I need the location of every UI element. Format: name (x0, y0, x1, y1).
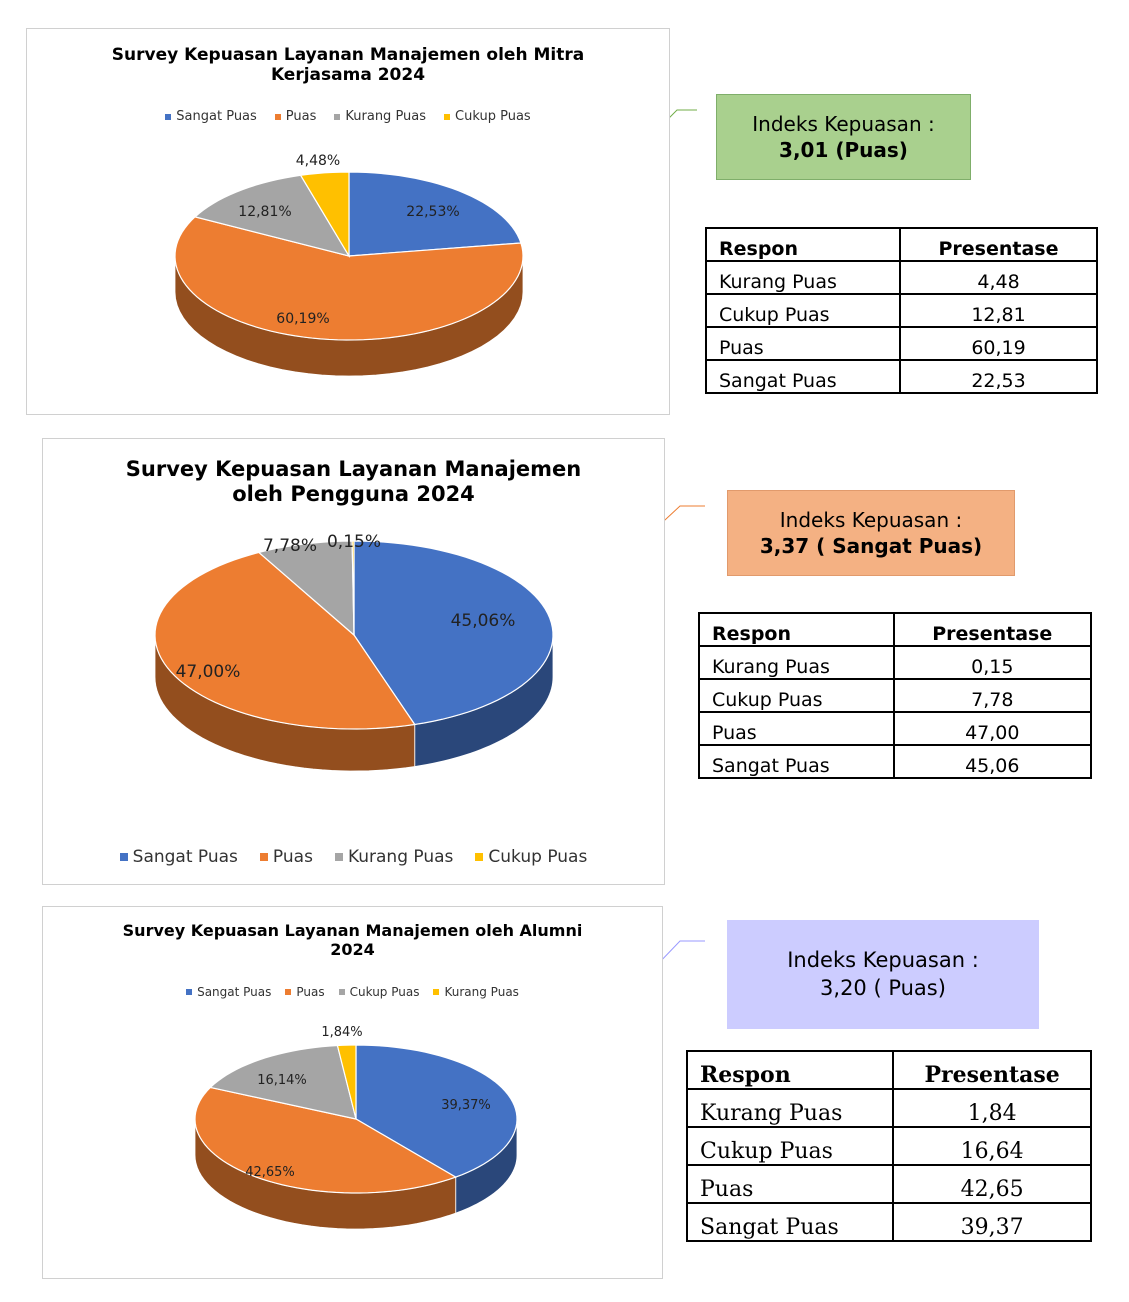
response-table-mitra (705, 227, 1098, 394)
pie-data-label: 1,84% (321, 1025, 363, 1040)
index-label: Indeks Kepuasan : (779, 508, 963, 532)
response-table-pengguna (698, 612, 1092, 779)
table-row: Kurang Puas 0,15 (699, 646, 1091, 679)
table-header: Presentase (894, 613, 1091, 646)
table-row: Cukup Puas 12,81 (706, 294, 1097, 327)
pie-slices (195, 1045, 517, 1193)
legend-swatch (335, 853, 343, 861)
table-row: Puas 47,00 (699, 712, 1091, 745)
table-row: Kurang Puas 4,48 (706, 261, 1097, 294)
legend-item: Puas (275, 109, 317, 124)
chart-title-line-1: Survey Kepuasan Layanan Manajemen oleh Alumni (122, 921, 583, 940)
index-value: 3,37 ( Sangat Puas) (759, 534, 983, 558)
table-header: Presentase (893, 1051, 1091, 1089)
pie-data-label: 39,37% (441, 1098, 491, 1113)
index-value: 3,20 ( Puas) (820, 975, 946, 1000)
legend-item: Puas (285, 985, 324, 999)
pie-data-label: 47,00% (175, 662, 241, 682)
pie-data-label: 22,53% (406, 204, 460, 220)
table-header: Respon (706, 228, 900, 261)
legend-item: Sangat Puas (186, 985, 271, 999)
legend-item: Kurang Puas (433, 985, 518, 999)
table-row: Cukup Puas 7,78 (699, 679, 1091, 712)
chart-title-line-1: Survey Kepuasan Layanan Manajemen oleh Mitra (111, 45, 585, 65)
legend-item: Cukup Puas (444, 109, 531, 124)
legend-item: Sangat Puas (165, 109, 257, 124)
table-row: Kurang Puas 1,84 (687, 1089, 1091, 1127)
index-label: Indeks Kepuasan : (752, 112, 935, 136)
chart-title-line-2: oleh Pengguna 2024 (232, 481, 475, 506)
chart-title-line-1: Survey Kepuasan Layanan Manajemen (125, 457, 582, 481)
pie-chart-pengguna (43, 439, 666, 886)
table-header: Respon (687, 1051, 893, 1089)
table-row: Sangat Puas 39,37 (687, 1203, 1091, 1241)
legend-pengguna (43, 847, 664, 867)
index-label: Indeks Kepuasan : (787, 948, 979, 973)
response-table-alumni (686, 1050, 1092, 1242)
chart-title-line-2: 2024 (330, 939, 375, 959)
legend-item: Cukup Puas (339, 985, 420, 999)
legend-item: Puas (260, 847, 313, 867)
table-header: Presentase (900, 228, 1097, 261)
chart-panel-pengguna (42, 438, 665, 885)
pie-data-label: 60,19% (276, 311, 330, 327)
legend-swatch (475, 853, 483, 861)
chart-panel-alumni (42, 906, 663, 1279)
legend-item: Kurang Puas (334, 109, 426, 124)
legend-item: Kurang Puas (335, 847, 453, 867)
legend-item: Cukup Puas (475, 847, 587, 867)
legend-item: Sangat Puas (120, 847, 238, 867)
legend-swatch (120, 853, 128, 861)
pie-chart-alumni (43, 907, 664, 1280)
legend-swatch (260, 853, 268, 861)
pie-data-label: 42,65% (245, 1165, 295, 1180)
pie-data-label: 16,14% (257, 1073, 307, 1088)
table-header: Respon (699, 613, 894, 646)
pie-data-label: 12,81% (238, 204, 292, 220)
pie-slices (175, 172, 523, 340)
pie-data-label: 45,06% (450, 611, 516, 631)
pie-data-label: 0,15% (326, 532, 382, 552)
table-row: Sangat Puas 45,06 (699, 745, 1091, 778)
table-row: Puas 60,19 (706, 327, 1097, 360)
index-box-alumni (727, 920, 1039, 1029)
index-box-pengguna (727, 490, 1015, 576)
table-row: Sangat Puas 22,53 (706, 360, 1097, 393)
pie-chart-mitra (27, 29, 671, 416)
chart-panel-mitra (26, 28, 670, 415)
pie-data-label: 4,48% (295, 153, 341, 169)
pie-data-label: 7,78% (262, 536, 318, 556)
index-value: 3,01 (Puas) (779, 138, 908, 162)
table-row: Cukup Puas 16,64 (687, 1127, 1091, 1165)
chart-title-line-2: Kerjasama 2024 (270, 65, 426, 86)
pie-slices (155, 541, 553, 729)
table-row: Puas 42,65 (687, 1165, 1091, 1203)
index-box-mitra (716, 94, 971, 180)
